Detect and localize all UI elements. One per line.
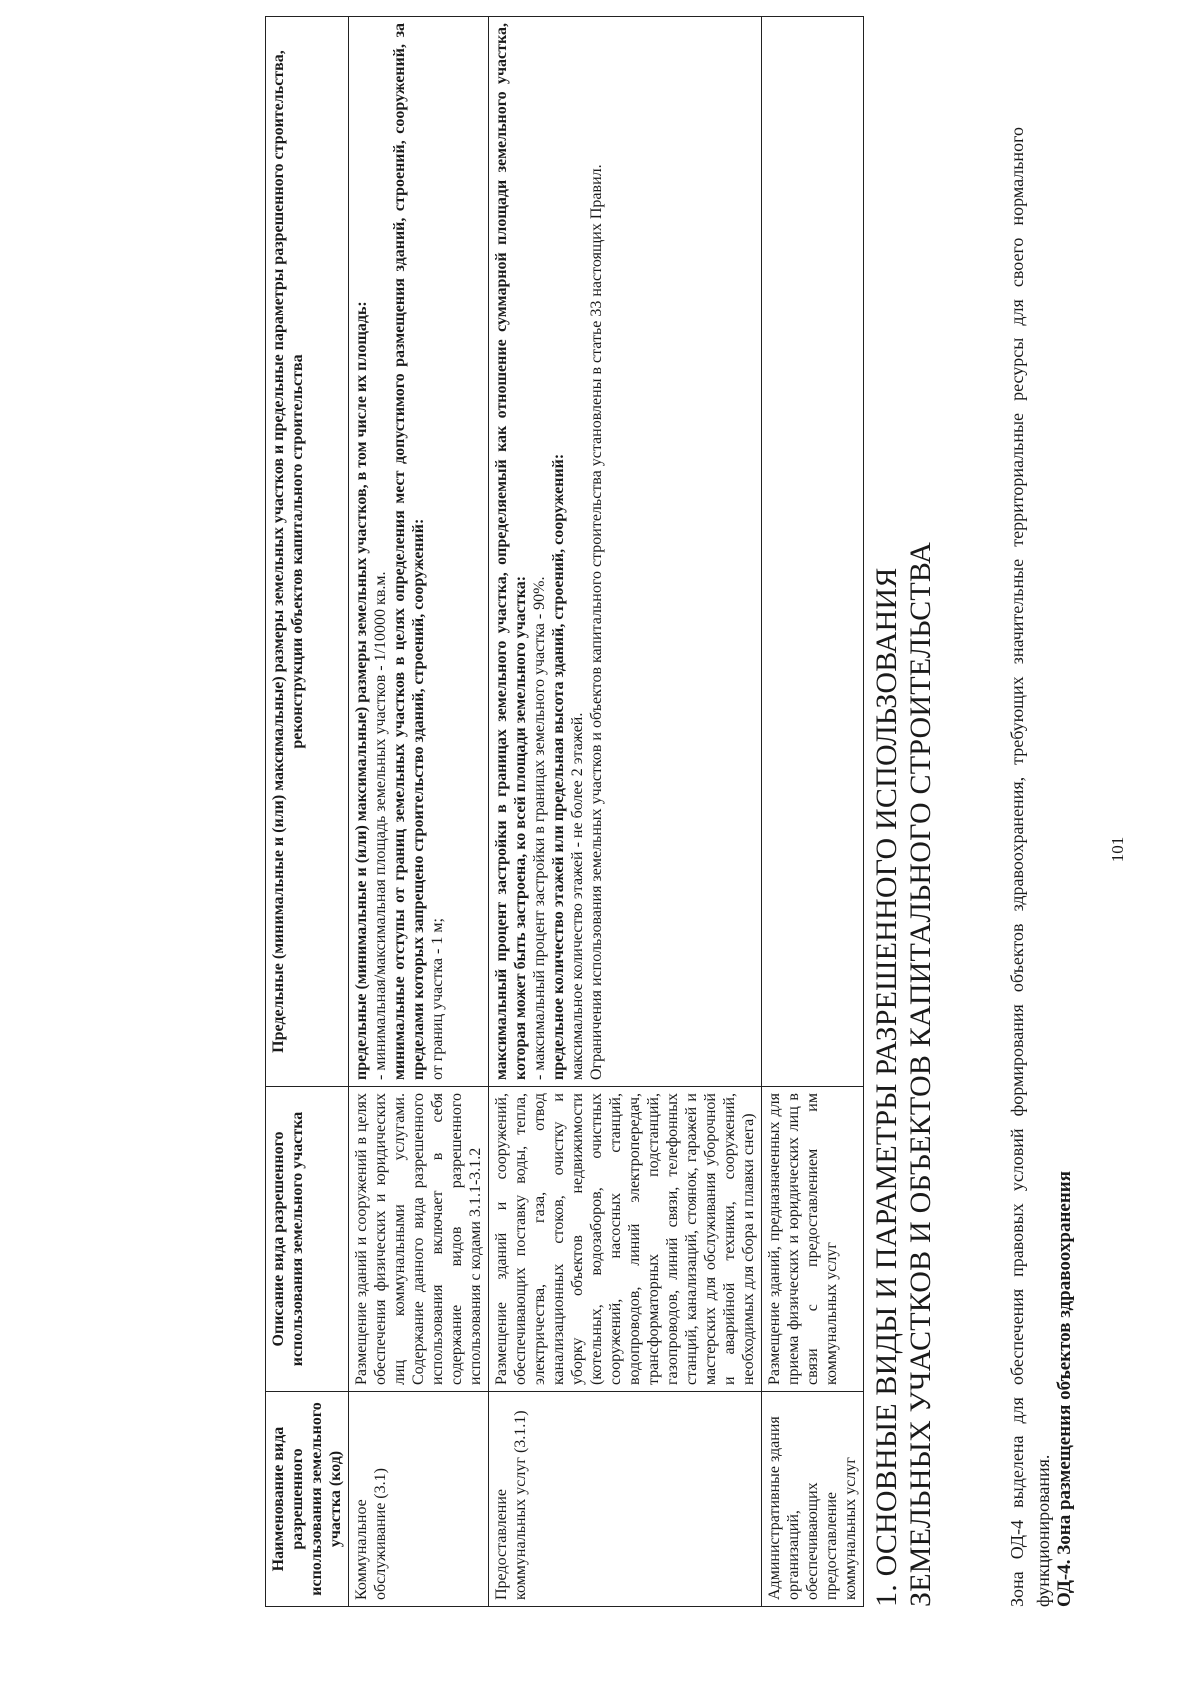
- param-line: Ограничения использования земельных участков и объектов капитального строительства установлены в статье 33 настоящих Правил.: [588, 164, 605, 1080]
- row-use-description: Размещение зданий и сооружений в целях обеспечения физических и юридических лиц коммунальными услугами. Содержание данного вида разрешенного использования включает в себя содержание видов разрешенного использования с кодами 3.1.1-3.1.2: [349, 1087, 489, 1392]
- header-parameters: Предельные (минимальные и (или) максимальные) размеры земельных участков и предельные параметры разрешенного строительства, реконструкции объектов капитального строительства: [266, 17, 349, 1087]
- param-line: от границ участка - 1 м;: [429, 918, 446, 1080]
- row-use-description: Размещение зданий, предназначенных для приема физических и юридических лиц в связи с предоставлением им коммунальных услуг: [762, 1087, 864, 1392]
- zone-title: ОД-4. Зона размещения объектов здравоохранения: [1054, 1170, 1075, 1607]
- header-use-description: Описание вида разрешенного использования земельного участка: [266, 1087, 349, 1392]
- param-line: максимальное количество этажей - не более 2 этажей.: [569, 712, 586, 1080]
- param-line: - максимальный процент застройки в границах земельного участка - 90%.: [531, 576, 548, 1080]
- param-line: предельное количество этажей или предельная высота зданий, строений, сооружений:: [550, 453, 567, 1080]
- zone-description: Зона ОД-4 выделена для обеспечения правовых условий формирования объектов здравоохранения, требующих значительные территориальные ресурсы для своего нормального функционирования.: [1007, 127, 1053, 1607]
- section-heading: 1. ОСНОВНЫЕ ВИДЫ И ПАРАМЕТРЫ РАЗРЕШЕННОГО ИСПОЛЬЗОВАНИЯ ЗЕМЕЛЬНЫХ УЧАСТКОВ И ОБЪЕКТОВ КАПИТАЛЬНОГО СТРОИТЕЛЬСТВА: [870, 541, 937, 1607]
- param-line: предельные (минимальные и (или) максимальные) размеры земельных участков, в том числе их площадь:: [353, 301, 370, 1080]
- table-row: [349, 17, 489, 1607]
- row-use-name: Административные здания организаций, обеспечивающих предоставление коммунальных услуг: [762, 1392, 864, 1607]
- row-parameters: [489, 17, 762, 1087]
- row-use-description: Размещение зданий и сооружений, обеспечивающих поставку воды, тепла, электричества, газа, отвод канализационных стоков, очистку и уборку объектов недвижимости (котельных, водозаборов, очистных сооружений, насосных станций, водопроводов, линий электропередач, трансформаторных подстанций, газопроводов, линий связи, телефонных станций, канализаций, стоянок, гаражей и мастерских для обслуживания уборочной и аварийной техники, сооружений, необходимых для сбора и плавки снега): [489, 1087, 762, 1392]
- page-number: 101: [1108, 836, 1127, 863]
- row-use-name: Коммунальное обслуживание (3.1): [349, 1392, 489, 1607]
- table-header-row: [266, 17, 349, 1607]
- param-line: минимальные отступы от границ земельных участков в целях определения мест допустимого размещения зданий, строений, сооружений, за пределами которых запрещено строительство зданий, строений, сооружений:: [391, 23, 427, 1080]
- row-use-name: Предоставление коммунальных услуг (3.1.1): [489, 1392, 762, 1607]
- table-row: [489, 17, 762, 1607]
- row-parameters: [349, 17, 489, 1087]
- row-parameters: [762, 17, 864, 1087]
- permitted-use-table: [265, 16, 864, 1607]
- header-use-name: Наименование вида разрешенного использования земельного участка (код): [266, 1392, 349, 1607]
- table-row: [762, 17, 864, 1607]
- param-line: - минимальная/максимальная площадь земельных участков - 1/10000 кв.м.: [372, 571, 389, 1080]
- param-line: максимальный процент застройки в границах земельного участка, определяемый как отношение суммарной площади земельного участка, которая может быть застроена, ко всей площади земельного участка:: [493, 23, 529, 1080]
